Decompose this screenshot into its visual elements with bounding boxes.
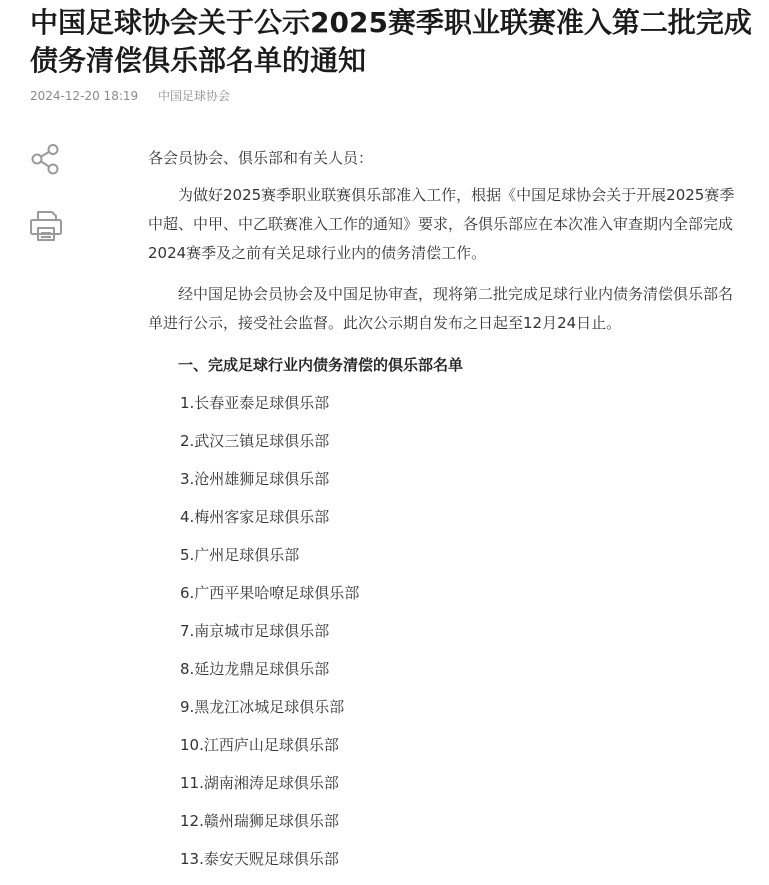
list-item: 3.沧州雄狮足球俱乐部 (180, 470, 330, 488)
list-item: 1.长春亚泰足球俱乐部 (180, 394, 330, 412)
paragraph-1: 为做好2025赛季职业联赛俱乐部准入工作，根据《中国足球协会关于开展2025赛季中超、中甲、中乙联赛准入工作的通知》要求，各俱乐部应在本次准入审查期内全部完成2024赛季及之前有关足球行业内的债务清偿工作。 (148, 186, 735, 262)
article-body (148, 146, 744, 885)
list-item: 7.南京城市足球俱乐部 (180, 622, 330, 640)
list-item: 8.延边龙鼎足球俱乐部 (180, 660, 330, 678)
publish-date: 2024-12-20 18:19 (30, 89, 139, 103)
paragraph-2: 经中国足协会员协会及中国足协审查，现将第二批完成足球行业内债务清偿俱乐部名单进行公示，接受社会监督。此次公示期自发布之日起至12月24日止。 (148, 285, 734, 332)
list-item: 13.泰安天贶足球俱乐部 (180, 850, 339, 868)
list-item: 9.黑龙江冰城足球俱乐部 (180, 698, 345, 716)
list-item: 4.梅州客家足球俱乐部 (180, 508, 330, 526)
list-item: 10.江西庐山足球俱乐部 (180, 736, 339, 754)
share-icon-graphic (28, 142, 64, 178)
article-title: 中国足球协会关于公示2025赛季职业联赛准入第二批完成债务清偿俱乐部名单的通知 (30, 6, 752, 77)
club-list (148, 391, 744, 885)
list-item: 11.湖南湘涛足球俱乐部 (180, 774, 339, 792)
print-icon[interactable] (28, 208, 64, 244)
print-icon-graphic (28, 208, 64, 244)
share-icon[interactable] (28, 142, 64, 178)
list-item: 5.广州足球俱乐部 (180, 546, 300, 564)
section-heading: 一、完成足球行业内债务清偿的俱乐部名单 (178, 356, 464, 374)
list-item: 6.广西平果哈嘹足球俱乐部 (180, 584, 360, 602)
article-source[interactable]: 中国足球协会 (157, 89, 230, 103)
greeting: 各会员协会、俱乐部和有关人员： (148, 149, 374, 167)
list-item: 2.武汉三镇足球俱乐部 (180, 432, 330, 450)
list-item: 12.赣州瑞狮足球俱乐部 (180, 812, 339, 830)
article-meta (30, 88, 230, 104)
